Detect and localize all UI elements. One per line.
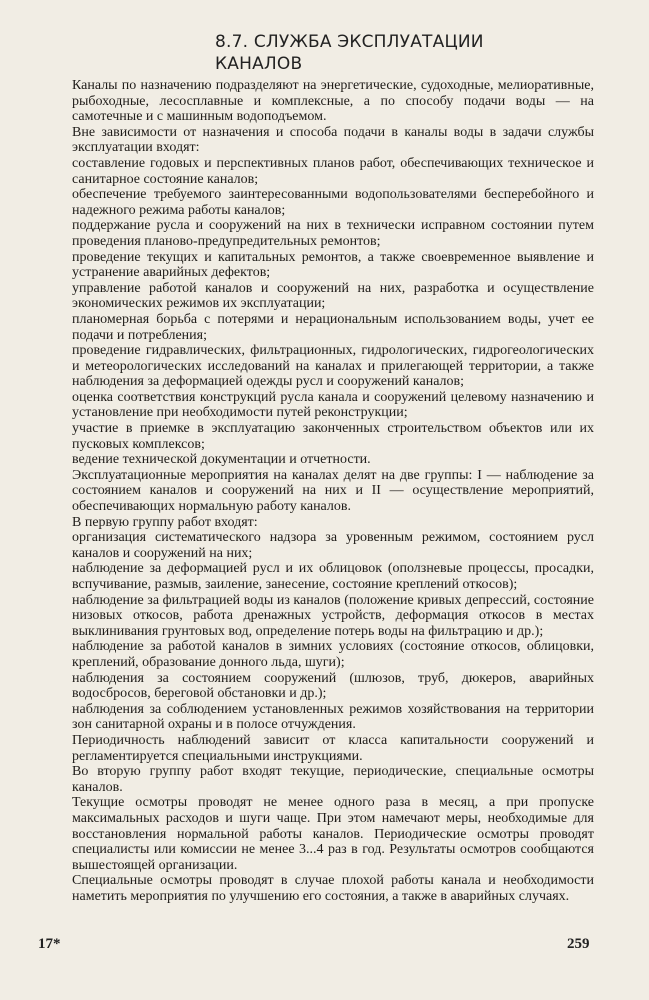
list-item: обеспечение требуемого заинтересованными водопользователями бесперебойного и надежного режима работы каналов;	[72, 187, 594, 218]
list-item: управление работой каналов и сооружений на них, разработка и осуществление экономических режимов их эксплуатации;	[72, 280, 594, 312]
list-item: проведение текущих и капитальных ремонтов, а также своевременное выявление и устранение аварийных дефектов;	[72, 249, 594, 281]
paragraph: Специальные осмотры проводят в случае плохой работы канала и необходимости наметить мероприятия по улучшению его состояния, а также в аварийных случаях.	[72, 873, 594, 904]
page-number: 259	[567, 936, 590, 952]
section-heading-line-2: КАНАЛОВ	[215, 54, 303, 74]
paragraph: Эксплуатационные мероприятия на каналах делят на две группы: I — наблюдение за состоянием каналов и сооружений на них и II — осуществление мероприятий, обеспечивающих нормальную работу каналов.	[72, 467, 594, 515]
list-item: поддержание русла и сооружений на них в технически исправном состоянии путем проведения планово-предупредительных ремонтов;	[72, 218, 594, 249]
list-item: составление годовых и перспективных планов работ, обеспечивающих техническое и санитарное состояние каналов;	[72, 155, 594, 187]
section-heading-line-1: 8.7. СЛУЖБА ЭКСПЛУАТАЦИИ	[215, 32, 484, 52]
list-item: наблюдения за состоянием сооружений (шлюзов, труб, дюкеров, аварийных водосбросов, береговой обстановки и др.);	[72, 670, 594, 702]
list-item: участие в приемке в эксплуатацию законченных строительством объектов или их пусковых комплексов;	[72, 421, 594, 452]
body-text	[72, 78, 594, 904]
list-item: наблюдение за фильтрацией воды из каналов (положение кривых депрессий, состояние низовых откосов, работа дренажных устройств, деформация откосов в местах выклинивания грунтовых вод, определение потерь воды на фильтрацию и др.);	[72, 592, 594, 639]
section-heading	[215, 31, 615, 75]
list-item: наблюдение за работой каналов в зимних условиях (состояние откосов, облицовки, креплений, образование донного льда, шуги);	[72, 639, 594, 670]
list-item: наблюдение за деформацией русл и их облицовок (оползневые процессы, просадки, вспучивание, размыв, заиление, занесение, состояние креплений откосов);	[72, 561, 594, 592]
paragraph: Текущие осмотры проводят не менее одного раза в месяц, а при пропуске максимальных расходов и шуги чаще. При этом намечают меры, необходимые для восстановления нормальной работы каналов. Периодические осмотры проводят специалисты или комиссии не менее 3...4 раз в год. Результаты осмотров сообщаются вышестоящей организации.	[72, 795, 594, 873]
list-item: наблюдения за соблюдением установленных режимов хозяйствования на территории зон санитарной охраны и в полосе отчуждения.	[72, 701, 594, 733]
paragraph: Каналы по назначению подразделяют на энергетические, судоходные, мелиоративные, рыбоходные, лесосплавные и комплексные, а по способу подачи воды — на самотечные и с машинным водоподъемом.	[72, 78, 594, 125]
list-item: планомерная борьба с потерями и нерациональным использованием воды, учет ее подачи и потребления;	[72, 311, 594, 343]
paragraph: В первую группу работ входят:	[72, 514, 258, 530]
list-item: организация систематического надзора за уровенным режимом, состоянием русл каналов и сооружений на них;	[72, 530, 594, 561]
list-item: оценка соответствия конструкций русла канала и сооружений целевому назначению и установление при необходимости путей реконструкции;	[72, 389, 594, 421]
list-item: проведение гидравлических, фильтрационных, гидрологических, гидрогеологических и метеорологических исследований на каналах и прилегающей территории, а также наблюдения за деформацией одежды русл и сооружений каналов;	[72, 343, 594, 390]
paragraph: Периодичность наблюдений зависит от класса капитальности сооружений и регламентируется специальными инструкциями.	[72, 732, 594, 764]
paragraph: Вне зависимости от назначения и способа подачи в каналы воды в задачи службы эксплуатации входят:	[72, 124, 594, 156]
list-item: ведение технической документации и отчетности.	[72, 452, 371, 468]
paragraph: Во вторую группу работ входят текущие, периодические, специальные осмотры каналов.	[72, 764, 594, 795]
signature-mark: 17*	[38, 936, 61, 952]
